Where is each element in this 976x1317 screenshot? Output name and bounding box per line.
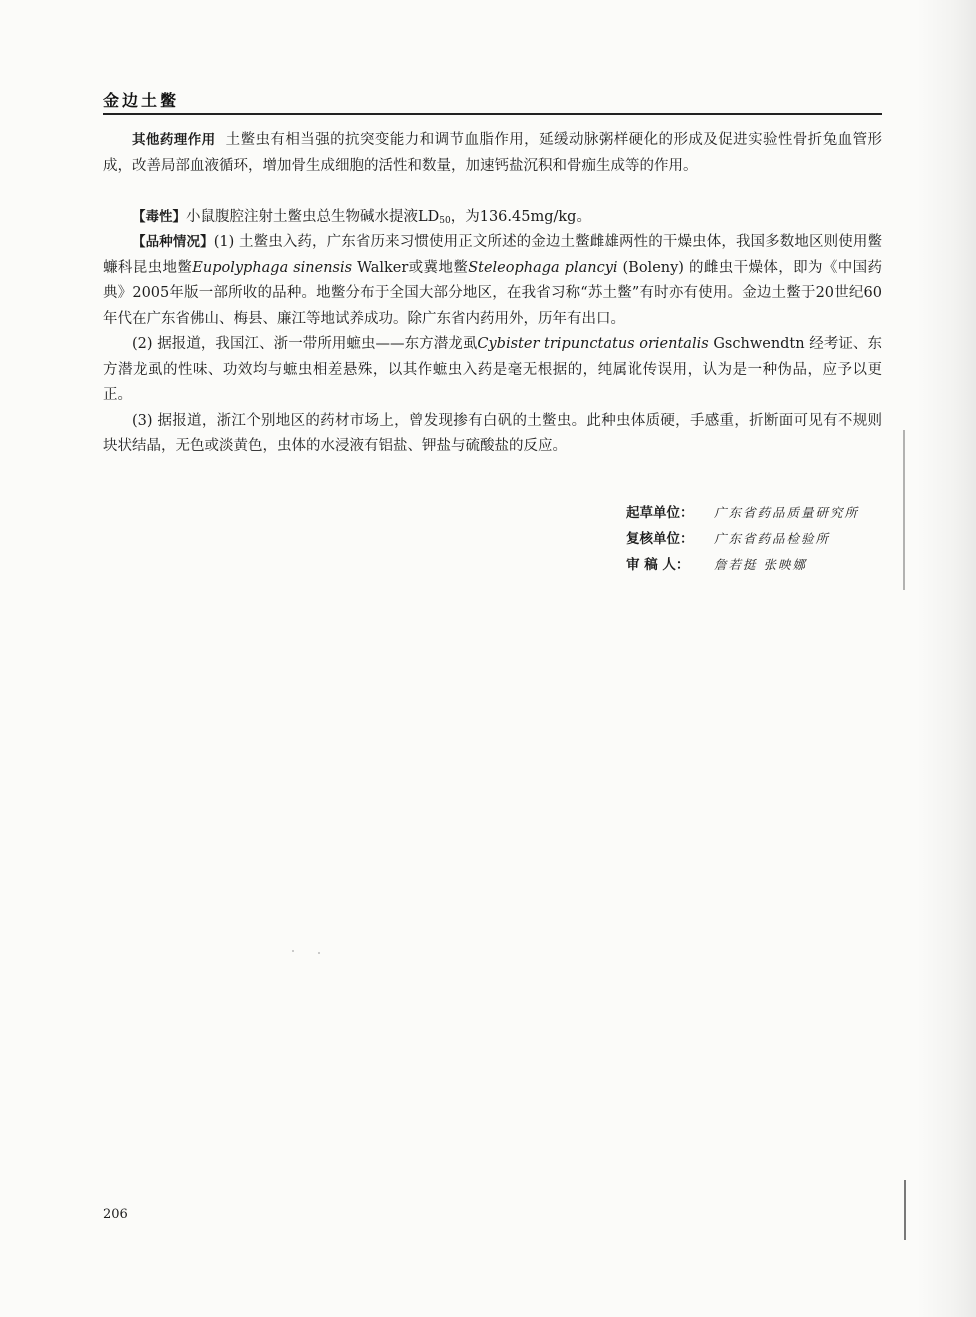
varieties-p2-text: (2) 据报道，我国江、浙一带所用蟅虫——东方潜龙虱 <box>132 336 478 352</box>
ld50-subscript: 50 <box>439 216 451 226</box>
credit-row <box>626 552 886 578</box>
credit-label: 复核单位： <box>626 531 694 547</box>
pharmacology-label: 其他药理作用 <box>132 132 216 148</box>
varieties-p3-text: (3) 据报道，浙江个别地区的药材市场上，曾发现掺有白矾的土鳖虫。此种虫体质硬，手感重，折断面可见有不规则块状结晶，无色或淡黄色，虫体的水浸液有铝盐、钾盐与硫酸盐的反应。 <box>103 412 882 454</box>
pharmacology-section <box>103 128 882 179</box>
credit-row <box>626 500 886 526</box>
toxicity-value: ，为136.45mg/kg。 <box>450 209 591 225</box>
scan-edge-line <box>904 1180 906 1240</box>
toxicity-text: 小鼠腹腔注射土鳖虫总生物碱水提液LD <box>186 209 440 225</box>
varieties-paragraph-3 <box>103 409 882 460</box>
toxicity-section <box>103 205 882 231</box>
pharmacology-text: 土鳖虫有相当强的抗突变能力和调节血脂作用，延缓动脉粥样硬化的形成及促进实验性骨折兔血管形成，改善局部血液循环，增加骨生成细胞的活性和数量，加速钙盐沉积和骨痂生成等的作用。 <box>103 132 883 174</box>
varieties-p2-text: Gschwendtn 经考证、东方潜龙虱的性味、功效均与蟅虫相差悬殊，以其作蟅虫入药是毫无根据的，纯属讹传误用，认为是一种伪品，应予以更正。 <box>103 336 882 403</box>
varieties-section <box>103 230 882 460</box>
credit-label: 审 稿 人： <box>626 557 690 573</box>
scan-edge-line <box>903 430 905 590</box>
scan-speck <box>318 952 320 954</box>
page-number: 206 <box>103 1207 128 1222</box>
varieties-label: 【品种情况】 <box>132 234 214 250</box>
scientific-name: Cybister tripunctatus orientalis <box>477 336 709 352</box>
credit-value: 詹若挺 张映娜 <box>714 557 807 572</box>
varieties-p1-text: Walker或冀地鳖 <box>352 259 469 276</box>
credit-value: 广东省药品检验所 <box>714 531 831 546</box>
running-header: 金边土鳖 <box>103 91 180 110</box>
credit-value: 广东省药品质量研究所 <box>714 505 860 520</box>
scientific-name: Steleophaga plancyi <box>468 259 618 276</box>
varieties-paragraph-2 <box>103 332 882 409</box>
varieties-p1-text: (1) 土鳖虫入药，广东省历来习惯使用正文所述的金边土鳖雌雄两性的干燥虫体，我国多数地区则使用鳖蠊科昆虫地鳖 <box>103 234 882 276</box>
toxicity-label: 【毒性】 <box>132 209 186 225</box>
credits-block <box>626 500 886 578</box>
scientific-name: Eupolyphaga sinensis <box>192 259 353 276</box>
page-edge-shadow <box>916 0 976 1317</box>
credit-row <box>626 526 886 552</box>
header-rule <box>103 113 882 115</box>
credit-label: 起草单位： <box>626 505 694 521</box>
varieties-p1-text: (Boleny) 的雌虫干燥体，即为《中国药典》2005年版一部所收的品种。地鳖分布于全国大部分地区，在我省习称“苏土鳖”有时亦有使用。金边土鳖于20世纪60年代在广东省佛山、梅县、廉江等地试养成功。除广东省内药用外，历年有出口。 <box>103 259 882 327</box>
varieties-paragraph-1 <box>103 230 882 332</box>
scan-speck <box>292 950 294 952</box>
